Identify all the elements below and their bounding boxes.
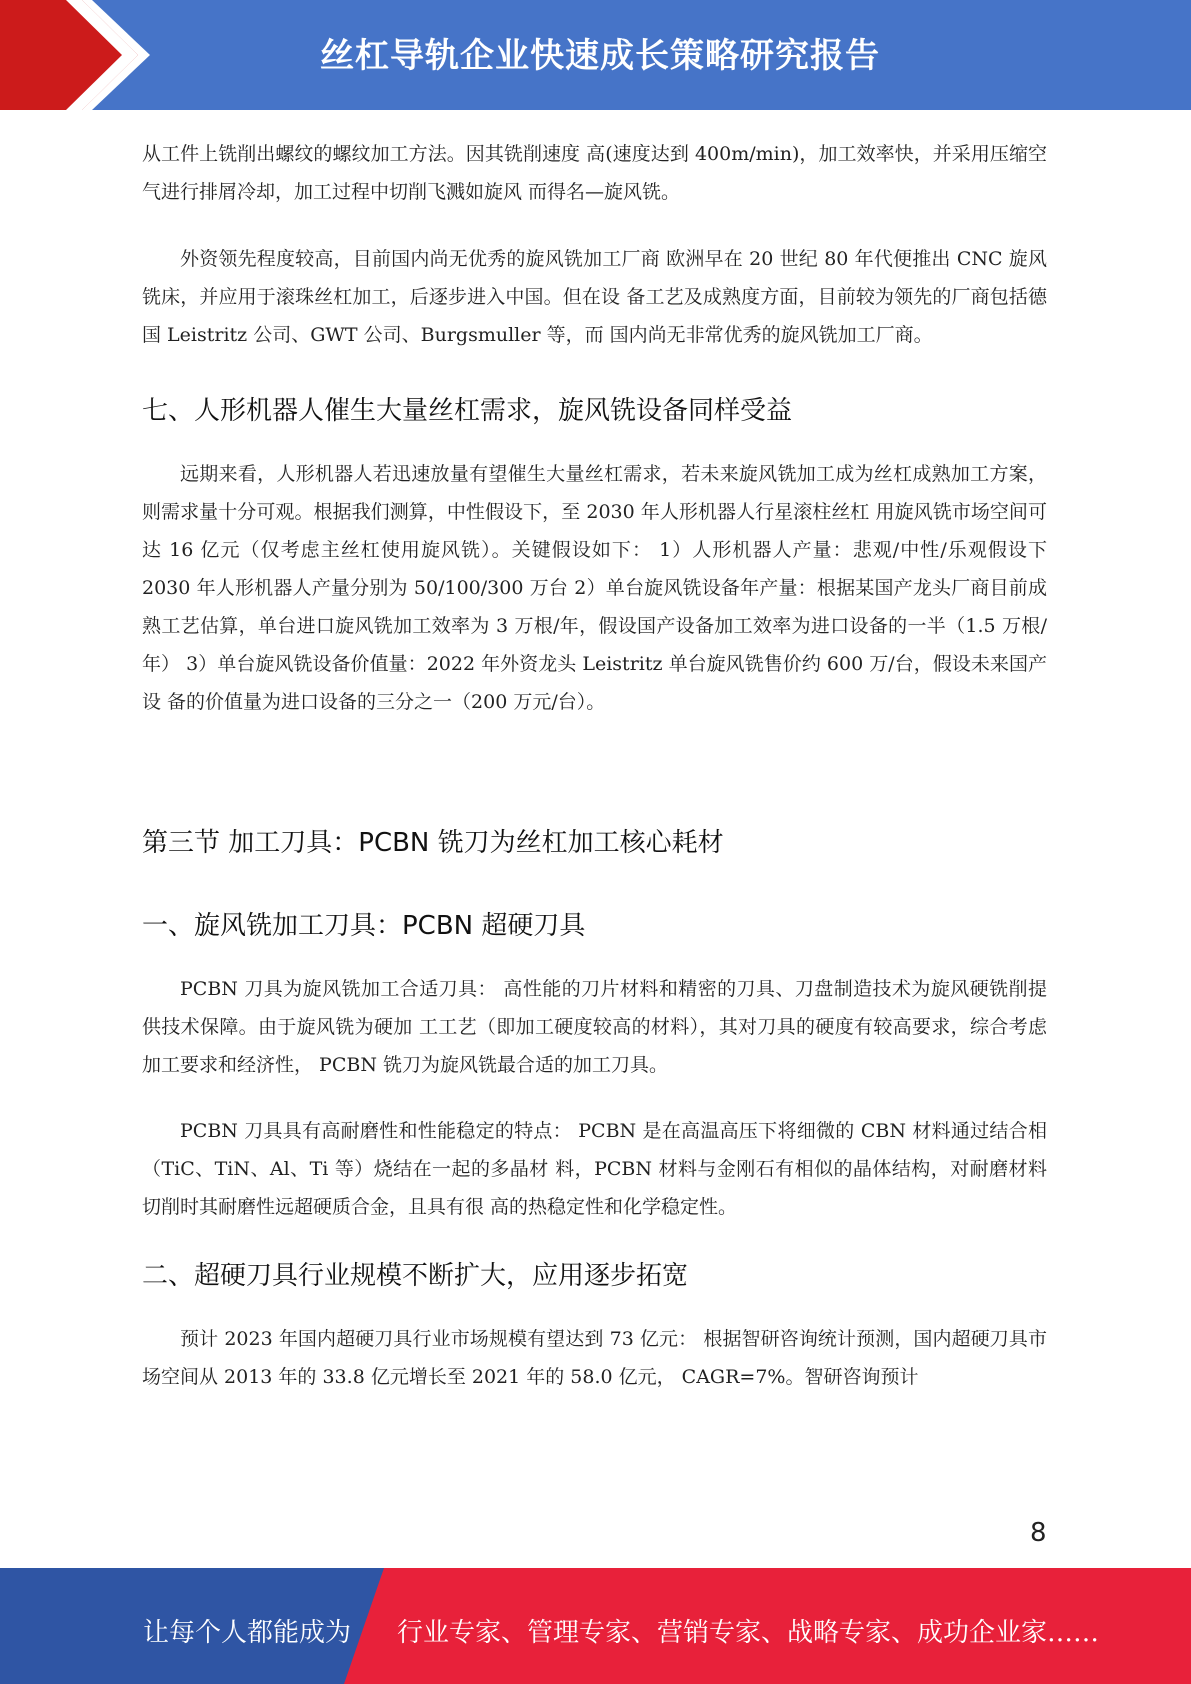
footer-slogan-left: 让每个人都能成为 xyxy=(143,1618,352,1648)
page-header xyxy=(0,0,1191,110)
paragraph: PCBN 刀具为旋风铣加工合适刀具： 高性能的刀片材料和精密的刀具、刀盘制造技术为旋风硬铣削提供技术保障。由于旋风铣为硬加 工工艺（即加工硬度较高的材料），其对刀具的硬度有较高要求，综合考虑加工要求和经济性， PCBN 铣刀为旋风铣最合适的加工刀具。 xyxy=(142,978,1047,1076)
section-heading: 七、人形机器人催生大量丝杠需求，旋风铣设备同样受益 xyxy=(142,396,793,426)
page-body xyxy=(142,130,1047,1396)
page-footer xyxy=(0,1568,1191,1684)
footer-slogan-right: 行业专家、管理专家、营销专家、战略专家、成功企业家…… xyxy=(397,1618,1100,1648)
paragraph: PCBN 刀具具有高耐磨性和性能稳定的特点： PCBN 是在高温高压下将细微的 CBN 材料通过结合相（TiC、TiN、Al、Ti 等）烧结在一起的多晶材 料，PCBN 材料与金刚石有相似的晶体结构，对耐磨材料切削时其耐磨性远超硬质合金，且具有很 高的热稳定性和化学稳定性。 xyxy=(142,1120,1047,1218)
paragraph: 从工件上铣削出螺纹的螺纹加工方法。因其铣削速度 高(速度达到 400m/min)，加工效率快，并采用压缩空气进行排屑冷却，加工过程中切削飞溅如旋风 而得名—旋风铣。 xyxy=(142,143,1047,203)
page-number: 8 xyxy=(1030,1518,1047,1548)
header-red-arrow-decoration xyxy=(0,0,150,110)
section-heading: 一、旋风铣加工刀具：PCBN 超硬刀具 xyxy=(142,911,586,941)
paragraph: 外资领先程度较高，目前国内尚无优秀的旋风铣加工厂商 欧洲早在 20 世纪 80 年代便推出 CNC 旋风铣床，并应用于滚珠丝杠加工，后逐步进入中国。但在设 备工艺及成熟度方面，目前较为领先的厂商包括德国 Leistritz 公司、GWT 公司、Burgsmuller 等，而 国内尚无非常优秀的旋风铣加工厂商。 xyxy=(142,248,1047,346)
report-title: 丝杠导轨企业快速成长策略研究报告 xyxy=(320,36,880,76)
chapter-heading: 第三节 加工刀具：PCBN 铣刀为丝杠加工核心耗材 xyxy=(142,828,724,858)
section-heading: 二、超硬刀具行业规模不断扩大，应用逐步拓宽 xyxy=(142,1261,689,1291)
paragraph: 远期来看，人形机器人若迅速放量有望催生大量丝杠需求，若未来旋风铣加工成为丝杠成熟加工方案，则需求量十分可观。根据我们测算，中性假设下，至 2030 年人形机器人行星滚柱丝杠 用旋风铣市场空间可达 16 亿元（仅考虑主丝杠使用旋风铣）。关键假设如下： 1）人形机器人产量：悲观/中性/乐观假设下 2030 年人形机器人产量分别为 50/100/300 万台 2）单台旋风铣设备年产量：根据某国产龙头厂商目前成熟工艺估算，单台进口旋风铣加工效率为 3 万根/年，假设国产设备加工效率为进口设备的一半（1.5 万根/年） 3）单台旋风铣设备价值量：2022 年外资龙头 Leistritz 单台旋风铣售价约 600 万/台，假设未来国产设 备的价值量为进口设备的三分之一（200 万元/台）。 xyxy=(142,463,1047,713)
paragraph: 预计 2023 年国内超硬刀具行业市场规模有望达到 73 亿元： 根据智研咨询统计预测，国内超硬刀具市场空间从 2013 年的 33.8 亿元增长至 2021 年的 58.0 亿元， CAGR=7%。智研咨询预计 xyxy=(142,1328,1047,1388)
